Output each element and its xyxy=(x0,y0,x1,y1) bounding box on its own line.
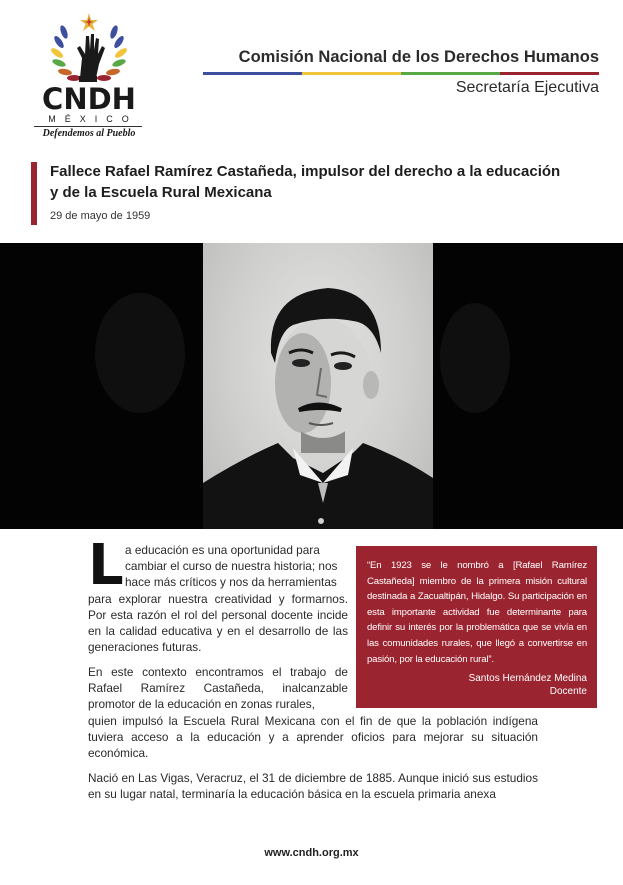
color-bar-red xyxy=(500,72,599,75)
color-bar-yellow xyxy=(302,72,401,75)
background-figure-left xyxy=(95,293,185,413)
hero-image-band xyxy=(0,243,623,529)
raised-hand-wreath-star-icon xyxy=(44,12,134,88)
quote-author: Santos Hernández Medina xyxy=(468,673,587,685)
portrait-photo xyxy=(203,243,433,529)
paragraph-1-line-1: a educación es una oportunidad para xyxy=(125,543,320,557)
background-figure-right xyxy=(440,303,510,413)
article-title: Fallece Rafael Ramírez Castañeda, impulsor del derecho a la educación y de la Escuela Rural Mexicana xyxy=(50,163,561,201)
cndh-logo xyxy=(30,12,148,140)
paragraph-1-line-2: cambiar el curso de nuestra historia; nos xyxy=(125,559,338,574)
quote-text: “En 1923 se le nombró a [Rafael Ramírez Castañeda] miembro de la primera misión cultural destinada a Zacualtipán, Hidalgo. Su participación en esta importante actividad fue determinante para definir su interés por la problemática que se vivía en las comunidades rurales, que llegó a convertirse en pasión, por la educación rural”. xyxy=(367,560,587,665)
article-date: 29 de mayo de 1959 xyxy=(50,210,151,222)
logo-divider xyxy=(34,126,142,127)
paragraph-1-line-3: hace más críticos y nos da herramientas xyxy=(125,575,337,590)
logo-country: MÉXICO xyxy=(48,114,138,124)
organization-name: Comisión Nacional de los Derechos Humanos xyxy=(238,48,599,66)
organization-subtitle: Secretaría Ejecutiva xyxy=(455,79,599,96)
color-bar-green xyxy=(401,72,500,75)
paragraph-3: Nació en Las Vigas, Veracruz, el 31 de diciembre de 1885. Aunque inició sus estudios en su lugar natal, terminaría la educación básica en la escuela primaria anexa xyxy=(88,771,538,802)
color-bar-blue xyxy=(203,72,302,75)
paragraph-1-rest: para explorar nuestra creatividad y formarnos. Por esta razón el rol del personal docente incide en la calidad educativa y en el desarrollo de las generaciones futuras. xyxy=(88,591,348,655)
paragraph-2-wide: quien impulsó la Escuela Rural Mexicana con el fin de que la población indígena tuviera acceso a la educación y a aprender oficios para mejorar su situación económica. xyxy=(88,713,538,761)
paragraph-2 xyxy=(88,664,538,761)
title-accent-bar xyxy=(31,162,37,225)
logo-slogan: Defendemos al Pueblo xyxy=(42,128,136,139)
drop-cap: L xyxy=(88,533,124,598)
footer-website-link[interactable]: www.cndh.org.mx xyxy=(264,847,359,859)
quote-author-role: Docente xyxy=(549,686,587,698)
color-bar xyxy=(203,72,599,75)
paragraph-2-narrow: En este contexto encontramos el trabajo de Rafael Ramírez Castañeda, inalcanzable promotor de la educación en zonas rurales, xyxy=(88,665,348,712)
paragraph-1 xyxy=(88,533,348,655)
logo-acronym: CNDH xyxy=(42,82,136,116)
